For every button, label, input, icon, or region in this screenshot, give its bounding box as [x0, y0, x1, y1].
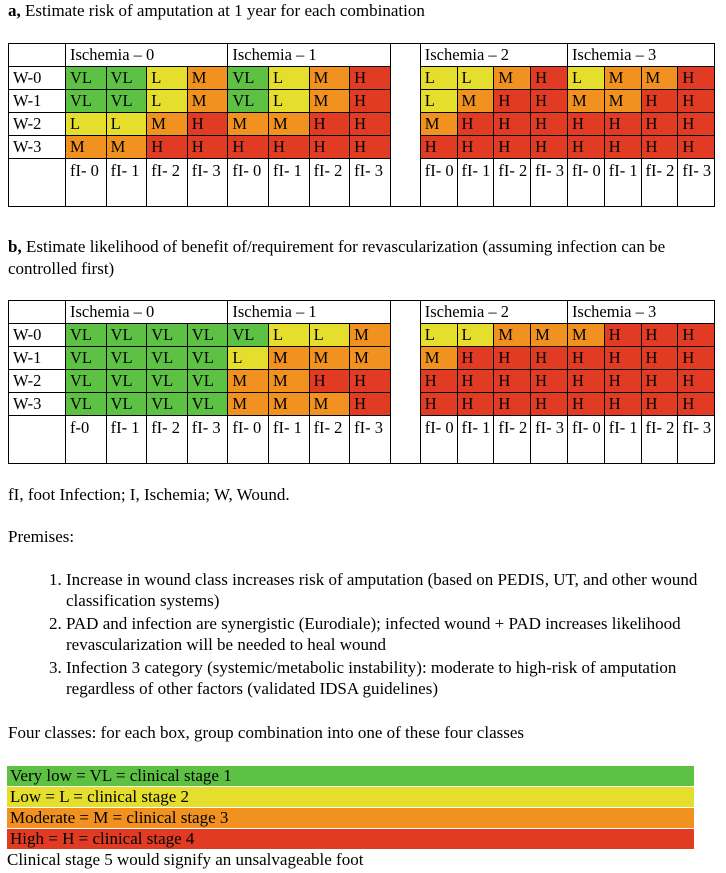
risk-cell: M — [420, 113, 457, 136]
risk-cell: L — [420, 90, 457, 113]
gap-cell — [390, 416, 420, 464]
risk-cell: H — [494, 136, 531, 159]
risk-cell: H — [567, 136, 604, 159]
risk-cell: M — [309, 67, 350, 90]
risk-cell: M — [531, 324, 568, 347]
risk-cell: VL — [66, 393, 107, 416]
infection-label: fI- 0 — [66, 159, 107, 207]
risk-cell: VL — [66, 370, 107, 393]
risk-cell: M — [228, 370, 269, 393]
header-row — [9, 301, 715, 324]
section-a-title: Estimate risk of amputation at 1 year for each combination — [25, 1, 425, 20]
risk-cell: L — [268, 90, 309, 113]
gap-cell — [390, 301, 420, 324]
table-row — [9, 113, 715, 136]
section-b-title: Estimate likelihood of benefit of/requirement for revascularization (assuming infection can be controlled first) — [8, 237, 666, 278]
risk-cell: M — [228, 393, 269, 416]
gap-cell — [390, 324, 420, 347]
infection-label: fI- 2 — [147, 416, 188, 464]
risk-cell: H — [494, 393, 531, 416]
premise-item: 2. PAD and infection are synergistic (Eurodiale); infected wound + PAD increases likelihood revascularization will be needed to heal wound — [66, 613, 726, 655]
risk-cell: M — [309, 393, 350, 416]
risk-cell: H — [641, 113, 678, 136]
infection-label: fI- 1 — [106, 416, 147, 464]
section-b-label: b, — [8, 237, 22, 256]
risk-cell: L — [268, 67, 309, 90]
risk-cell: M — [147, 113, 188, 136]
premises-heading: Premises: — [8, 527, 75, 546]
risk-cell: H — [457, 136, 494, 159]
row-label: W-0 — [9, 324, 66, 347]
risk-cell: H — [678, 393, 715, 416]
section-a-label: a, — [8, 1, 21, 20]
risk-cell: L — [228, 347, 269, 370]
infection-label: fI- 3 — [350, 416, 391, 464]
corner-cell — [9, 159, 66, 207]
risk-cell: VL — [228, 67, 269, 90]
infection-label: fI- 1 — [268, 159, 309, 207]
risk-cell: H — [350, 90, 391, 113]
risk-cell: H — [678, 324, 715, 347]
risk-cell: H — [457, 370, 494, 393]
risk-cell: H — [567, 370, 604, 393]
ischemia-header: Ischemia – 3 — [567, 301, 714, 324]
section-a-heading — [8, 0, 425, 22]
corner-cell — [9, 44, 66, 67]
risk-cell: L — [457, 67, 494, 90]
risk-cell: L — [106, 113, 147, 136]
table-row — [9, 393, 715, 416]
risk-cell: VL — [66, 324, 107, 347]
gap-cell — [390, 370, 420, 393]
risk-cell: VL — [106, 324, 147, 347]
premises-list — [30, 569, 726, 701]
gap-cell — [390, 136, 420, 159]
risk-cell: L — [420, 67, 457, 90]
ischemia-header: Ischemia – 1 — [228, 44, 390, 67]
risk-cell: M — [187, 67, 228, 90]
risk-cell: H — [494, 113, 531, 136]
risk-cell: VL — [66, 90, 107, 113]
risk-cell: M — [350, 324, 391, 347]
risk-cell: VL — [187, 370, 228, 393]
premise-item: 3. Infection 3 category (systemic/metabolic instability): moderate to high-risk of amputation regardless of other factors (validated IDSA guidelines) — [66, 657, 726, 699]
infection-label: fI- 0 — [567, 159, 604, 207]
risk-cell: M — [309, 347, 350, 370]
risk-cell: H — [457, 347, 494, 370]
footer-note: Clinical stage 5 would signify an unsalvageable foot — [7, 850, 364, 869]
classes-intro: Four classes: for each box, group combination into one of these four classes — [8, 723, 525, 742]
risk-cell: VL — [228, 324, 269, 347]
infection-label: fI- 3 — [678, 159, 715, 207]
risk-cell: H — [531, 113, 568, 136]
risk-cell: H — [187, 113, 228, 136]
infection-label: fI- 1 — [604, 416, 641, 464]
risk-cell: L — [309, 324, 350, 347]
risk-cell: H — [531, 67, 568, 90]
risk-cell: H — [604, 370, 641, 393]
row-label: W-2 — [9, 113, 66, 136]
gap-cell — [390, 67, 420, 90]
risk-cell: H — [268, 136, 309, 159]
risk-cell: M — [457, 90, 494, 113]
risk-cell: H — [641, 370, 678, 393]
risk-cell: H — [641, 136, 678, 159]
risk-cell: VL — [106, 67, 147, 90]
risk-cell: VL — [228, 90, 269, 113]
risk-cell: M — [641, 67, 678, 90]
row-label: W-1 — [9, 90, 66, 113]
risk-cell: M — [187, 90, 228, 113]
risk-cell: H — [420, 393, 457, 416]
header-row — [9, 44, 715, 67]
infection-label: fI- 3 — [187, 416, 228, 464]
risk-cell: H — [494, 370, 531, 393]
premise-item: 1. Increase in wound class increases risk of amputation (based on PEDIS, UT, and other wound classification systems) — [66, 569, 726, 611]
risk-cell: VL — [106, 370, 147, 393]
row-label: W-1 — [9, 347, 66, 370]
risk-cell: VL — [66, 347, 107, 370]
infection-label: fI- 0 — [567, 416, 604, 464]
risk-cell: H — [494, 347, 531, 370]
risk-cell: H — [350, 113, 391, 136]
risk-cell: H — [678, 370, 715, 393]
risk-cell: H — [531, 136, 568, 159]
stage-legend — [7, 766, 694, 850]
row-label: W-3 — [9, 393, 66, 416]
ischemia-header: Ischemia – 0 — [66, 301, 228, 324]
infection-label: f-0 — [66, 416, 107, 464]
risk-cell: H — [531, 370, 568, 393]
risk-cell: M — [604, 90, 641, 113]
infection-label: fI- 1 — [457, 416, 494, 464]
risk-cell: H — [350, 393, 391, 416]
risk-cell: VL — [147, 393, 188, 416]
infection-label: fI- 3 — [531, 159, 568, 207]
risk-cell: VL — [106, 347, 147, 370]
risk-cell: H — [457, 113, 494, 136]
risk-cell: H — [641, 347, 678, 370]
gap-cell — [390, 393, 420, 416]
risk-cell: VL — [106, 90, 147, 113]
risk-cell: L — [147, 90, 188, 113]
ischemia-header: Ischemia – 0 — [66, 44, 228, 67]
risk-cell: H — [350, 370, 391, 393]
risk-cell: VL — [187, 324, 228, 347]
gap-cell — [390, 347, 420, 370]
infection-row — [9, 416, 715, 464]
risk-cell: H — [678, 90, 715, 113]
risk-cell: H — [187, 136, 228, 159]
gap-cell — [390, 159, 420, 207]
infection-label: fI- 3 — [678, 416, 715, 464]
risk-cell: H — [457, 393, 494, 416]
ischemia-header: Ischemia – 2 — [420, 301, 567, 324]
infection-label: fI- 0 — [420, 159, 457, 207]
risk-cell: M — [106, 136, 147, 159]
legend-band-l: Low = L = clinical stage 2 — [7, 787, 694, 808]
corner-cell — [9, 416, 66, 464]
infection-label: fI- 3 — [531, 416, 568, 464]
gap-cell — [390, 90, 420, 113]
risk-cell: L — [66, 113, 107, 136]
table-row — [9, 324, 715, 347]
risk-cell: H — [567, 113, 604, 136]
infection-label: fI- 0 — [228, 416, 269, 464]
risk-cell: M — [350, 347, 391, 370]
infection-label: fI- 0 — [420, 416, 457, 464]
risk-cell: H — [567, 347, 604, 370]
infection-label: fI- 1 — [457, 159, 494, 207]
infection-label: fI- 2 — [641, 416, 678, 464]
risk-cell: VL — [147, 347, 188, 370]
abbreviations-note: fI, foot Infection; I, Ischemia; W, Wound. — [8, 485, 290, 504]
infection-label: fI- 3 — [350, 159, 391, 207]
risk-cell: H — [604, 113, 641, 136]
risk-cell: H — [309, 370, 350, 393]
table-row — [9, 136, 715, 159]
risk-cell: L — [420, 324, 457, 347]
risk-cell: H — [309, 113, 350, 136]
risk-cell: H — [604, 347, 641, 370]
infection-label: fI- 2 — [147, 159, 188, 207]
risk-cell: H — [147, 136, 188, 159]
risk-cell: H — [641, 393, 678, 416]
risk-cell: M — [268, 393, 309, 416]
legend-band-vl: Very low = VL = clinical stage 1 — [7, 766, 694, 787]
risk-cell: M — [268, 347, 309, 370]
infection-label: fI- 1 — [106, 159, 147, 207]
risk-cell: H — [420, 136, 457, 159]
gap-cell — [390, 44, 420, 67]
amputation-risk-table — [8, 43, 715, 207]
ischemia-header: Ischemia – 3 — [567, 44, 714, 67]
section-b-heading — [8, 236, 694, 280]
risk-cell: H — [678, 113, 715, 136]
table-row — [9, 347, 715, 370]
risk-cell: VL — [187, 347, 228, 370]
infection-label: fI- 2 — [494, 159, 531, 207]
row-label: W-2 — [9, 370, 66, 393]
risk-cell: H — [350, 136, 391, 159]
infection-label: fI- 2 — [309, 416, 350, 464]
risk-cell: M — [567, 90, 604, 113]
risk-cell: M — [309, 90, 350, 113]
risk-cell: L — [567, 67, 604, 90]
infection-label: fI- 2 — [641, 159, 678, 207]
corner-cell — [9, 301, 66, 324]
risk-cell: VL — [66, 67, 107, 90]
risk-cell: H — [350, 67, 391, 90]
risk-cell: L — [268, 324, 309, 347]
risk-cell: M — [494, 324, 531, 347]
risk-cell: M — [604, 67, 641, 90]
risk-cell: M — [494, 67, 531, 90]
infection-label: fI- 2 — [494, 416, 531, 464]
risk-cell: VL — [147, 324, 188, 347]
risk-cell: H — [309, 136, 350, 159]
risk-cell: H — [567, 393, 604, 416]
row-label: W-0 — [9, 67, 66, 90]
risk-cell: H — [678, 347, 715, 370]
infection-label: fI- 3 — [187, 159, 228, 207]
risk-cell: H — [604, 393, 641, 416]
risk-cell: L — [147, 67, 188, 90]
risk-cell: H — [604, 324, 641, 347]
risk-cell: H — [604, 136, 641, 159]
risk-cell: L — [457, 324, 494, 347]
infection-label: fI- 0 — [228, 159, 269, 207]
risk-cell: M — [268, 370, 309, 393]
table-row — [9, 90, 715, 113]
risk-cell: M — [228, 113, 269, 136]
gap-cell — [390, 113, 420, 136]
table-row — [9, 370, 715, 393]
risk-cell: H — [641, 90, 678, 113]
ischemia-header: Ischemia – 2 — [420, 44, 567, 67]
infection-label: fI- 1 — [604, 159, 641, 207]
risk-cell: H — [228, 136, 269, 159]
risk-cell: VL — [106, 393, 147, 416]
revascularization-table — [8, 300, 715, 464]
risk-cell: H — [531, 347, 568, 370]
risk-cell: M — [268, 113, 309, 136]
risk-cell: VL — [147, 370, 188, 393]
risk-cell: M — [567, 324, 604, 347]
risk-cell: M — [420, 347, 457, 370]
legend-band-h: High = H = clinical stage 4 — [7, 829, 694, 850]
risk-cell: H — [494, 90, 531, 113]
infection-label: fI- 1 — [268, 416, 309, 464]
ischemia-header: Ischemia – 1 — [228, 301, 390, 324]
risk-cell: H — [678, 67, 715, 90]
risk-cell: M — [66, 136, 107, 159]
risk-cell: H — [641, 324, 678, 347]
risk-cell: VL — [187, 393, 228, 416]
risk-cell: H — [531, 90, 568, 113]
infection-label: fI- 2 — [309, 159, 350, 207]
legend-band-m: Moderate = M = clinical stage 3 — [7, 808, 694, 829]
row-label: W-3 — [9, 136, 66, 159]
infection-row — [9, 159, 715, 207]
risk-cell: H — [531, 393, 568, 416]
table-row — [9, 67, 715, 90]
risk-cell: H — [678, 136, 715, 159]
risk-cell: H — [420, 370, 457, 393]
